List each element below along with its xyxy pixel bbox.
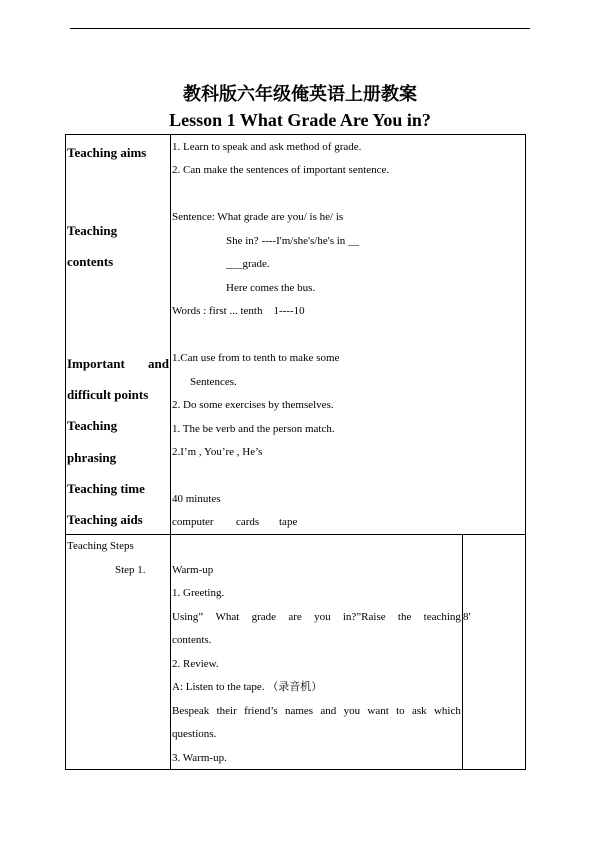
step-label: Step 1. bbox=[115, 564, 146, 576]
step-line-justified bbox=[172, 705, 461, 718]
phrasing-line: 1. The be verb and the person match. bbox=[172, 423, 335, 435]
teaching-steps-header: Teaching Steps bbox=[67, 540, 134, 552]
step-line: 3. Warm-up. bbox=[172, 752, 227, 764]
word: teaching bbox=[423, 611, 461, 623]
aid-item: cards bbox=[236, 516, 260, 528]
step-line: questions. bbox=[172, 728, 217, 740]
step-line: Warm-up bbox=[172, 564, 214, 576]
lesson-info-table bbox=[65, 134, 526, 535]
word: to bbox=[396, 705, 405, 717]
table-column-divider bbox=[170, 134, 171, 534]
aid-item: computer bbox=[172, 516, 214, 528]
label-teaching-phrasing-1: Teaching bbox=[67, 418, 118, 433]
word: friend’s bbox=[244, 705, 278, 717]
label-teaching-time: Teaching time bbox=[67, 481, 145, 496]
important-line: 2. Do some exercises by themselves. bbox=[172, 399, 334, 411]
label-important-b: and bbox=[148, 356, 169, 371]
document-title-chinese: 教科版六年级俺英语上册教案 bbox=[183, 84, 417, 105]
word: names bbox=[284, 705, 314, 717]
important-line: 1.Can use from to tenth to make some bbox=[172, 352, 340, 364]
step-time-note: 8' bbox=[463, 611, 471, 623]
label-teaching-aids: Teaching aids bbox=[67, 512, 143, 527]
word: you bbox=[343, 705, 361, 717]
aid-item: tape bbox=[279, 516, 298, 528]
step-line-justified bbox=[172, 611, 461, 624]
step-line: 1. Greeting. bbox=[172, 587, 225, 599]
contents-line: She in? ----I'm/she's/he's in __ bbox=[226, 235, 360, 247]
label-difficult-points: difficult points bbox=[67, 387, 149, 402]
word: grade bbox=[251, 611, 277, 623]
word: Bespeak bbox=[172, 705, 210, 717]
aims-line: 1. Learn to speak and ask method of grade. bbox=[172, 141, 362, 153]
teaching-time-value: 40 minutes bbox=[172, 493, 221, 505]
label-important-a: Important bbox=[67, 356, 125, 371]
header-rule bbox=[70, 28, 530, 29]
step-line: contents. bbox=[172, 634, 212, 646]
word: and bbox=[320, 705, 337, 717]
label-teaching-phrasing-2: phrasing bbox=[67, 450, 117, 465]
steps-column-divider bbox=[170, 534, 171, 769]
word: their bbox=[216, 705, 237, 717]
contents-sentence: Sentence: What grade are you/ is he/ is bbox=[172, 211, 344, 223]
word: What bbox=[215, 611, 240, 623]
word: want bbox=[367, 705, 389, 717]
word: which bbox=[433, 705, 461, 717]
word: in?”Raise bbox=[342, 611, 386, 623]
contents-words: Words : first ... tenth 1----10 bbox=[172, 305, 305, 317]
word: you bbox=[314, 611, 331, 623]
label-teaching-contents-2: contents bbox=[67, 254, 114, 269]
label-teaching-aims: Teaching aims bbox=[67, 145, 147, 160]
step-line: 2. Review. bbox=[172, 658, 219, 670]
word: Using” bbox=[172, 611, 204, 623]
steps-column-divider bbox=[462, 534, 463, 769]
word: ask bbox=[412, 705, 427, 717]
aims-line: 2. Can make the sentences of important sentence. bbox=[172, 164, 390, 176]
word: the bbox=[397, 611, 412, 623]
contents-line: Here comes the bus. bbox=[226, 282, 316, 294]
step-line: A: Listen to the tape. （录音机） bbox=[172, 681, 323, 693]
important-line: Sentences. bbox=[190, 376, 237, 388]
lesson-title: Lesson 1 What Grade Are You in? bbox=[169, 110, 431, 130]
contents-line: ___grade. bbox=[226, 258, 270, 270]
word: are bbox=[288, 611, 302, 623]
label-teaching-contents-1: Teaching bbox=[67, 223, 118, 238]
phrasing-line: 2.I’m , You’re , He’s bbox=[172, 446, 263, 458]
